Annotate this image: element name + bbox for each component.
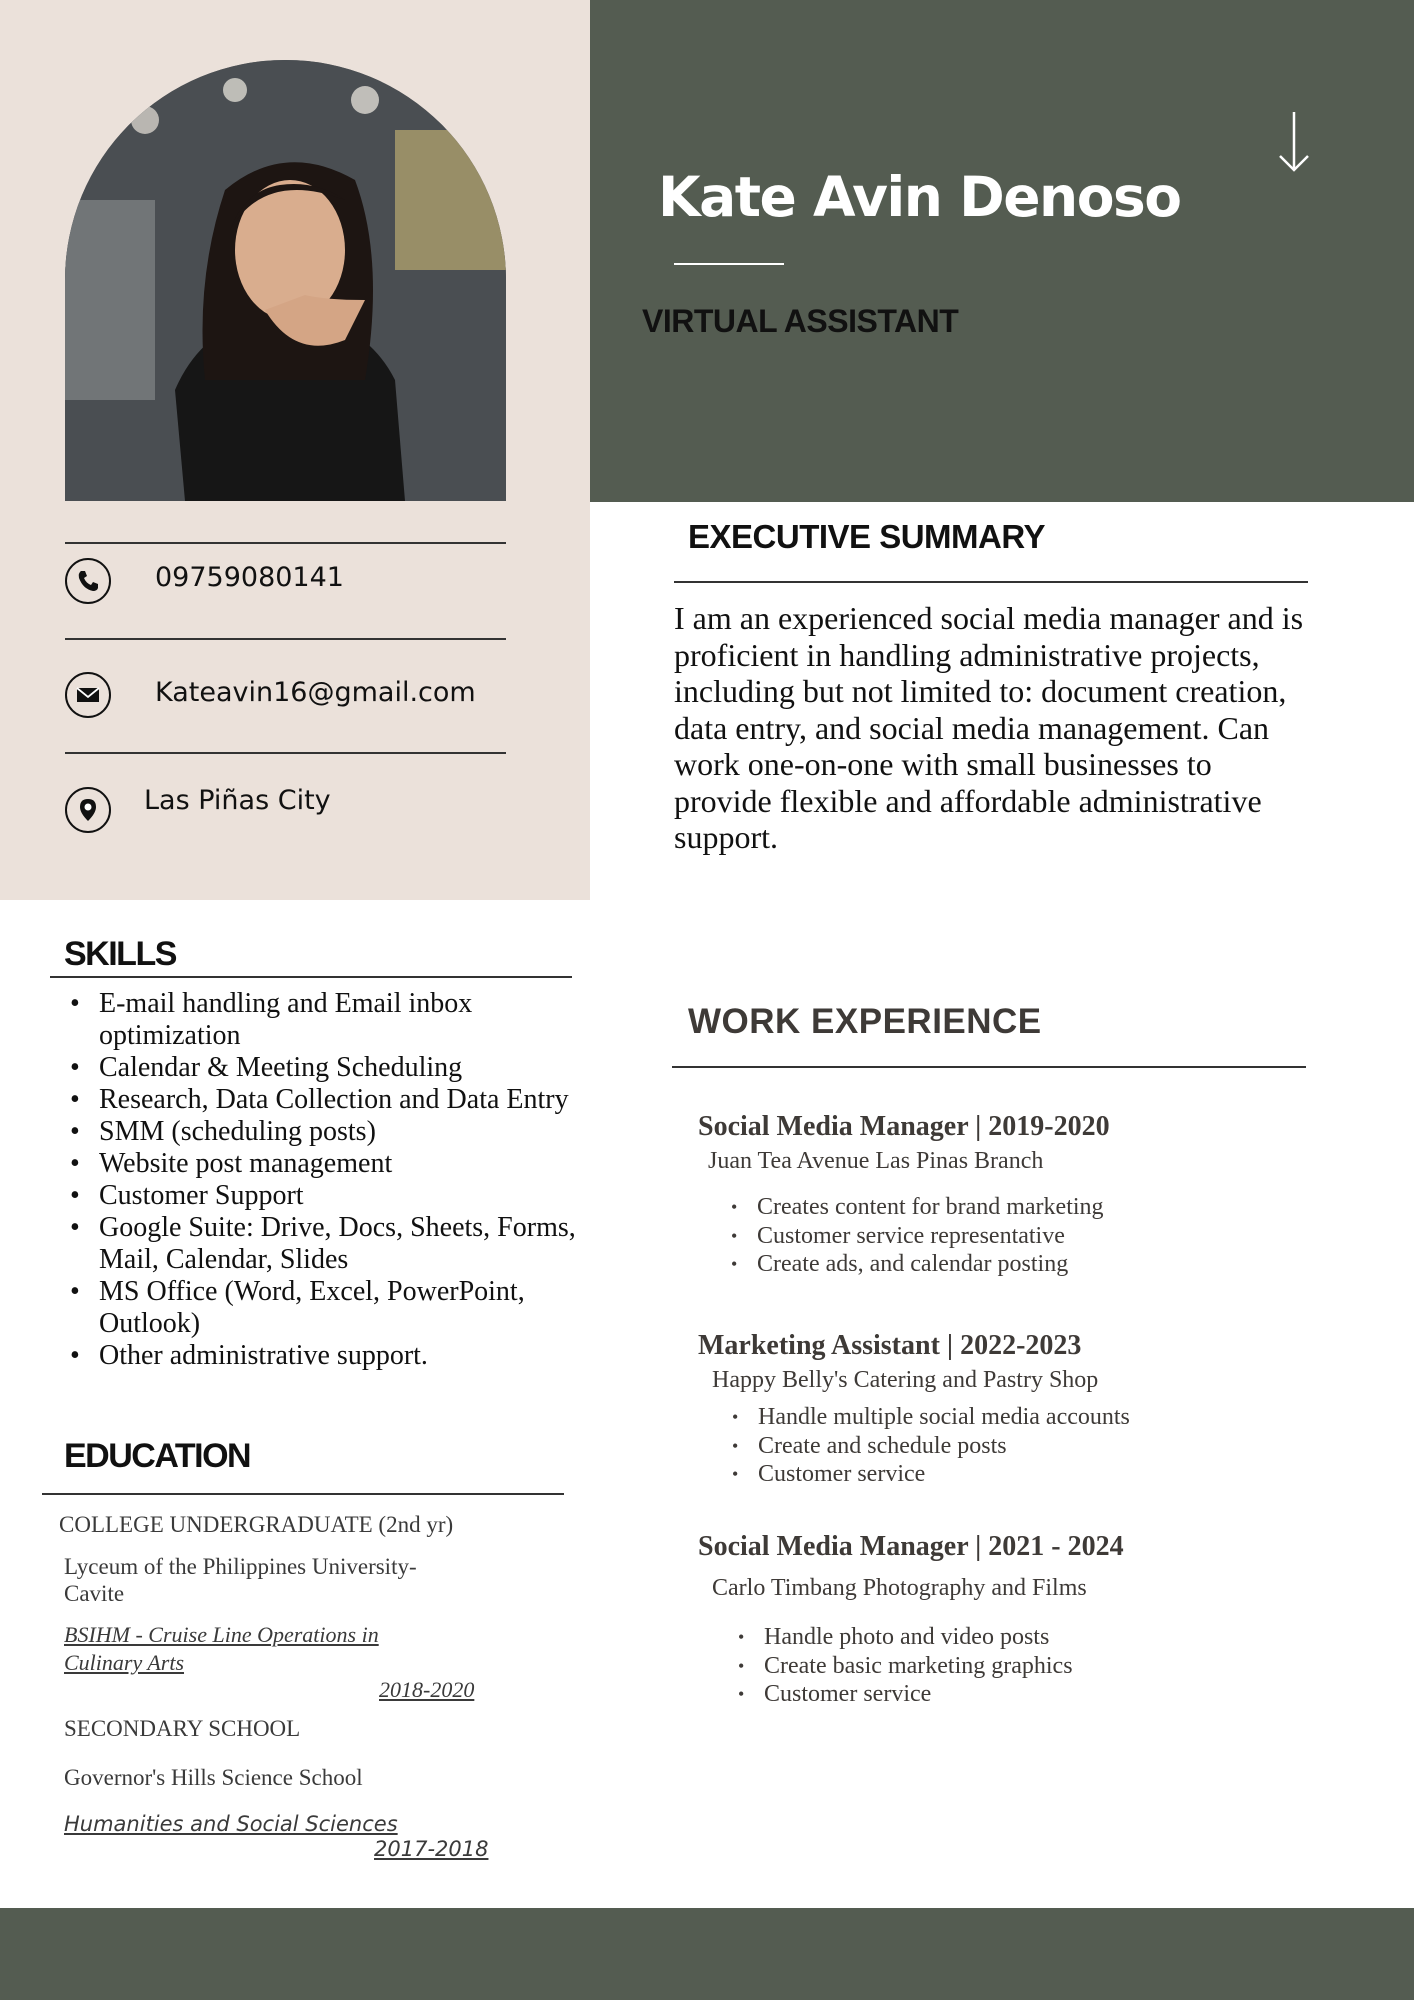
footer-band <box>0 1908 1414 2000</box>
secondary-years: 2017-2018 <box>374 1837 489 1861</box>
divider <box>50 976 572 978</box>
list-item: • Create and schedule posts <box>732 1432 1130 1461</box>
list-item: • SMM (scheduling posts) <box>64 1116 584 1148</box>
job-bullets <box>732 1403 1130 1489</box>
name-underline <box>674 263 784 265</box>
college-school: Lyceum of the Philippines University- <box>64 1554 417 1579</box>
list-item: • Other administrative support. <box>64 1340 584 1372</box>
phone-number: 09759080141 <box>155 562 344 593</box>
divider <box>65 638 506 640</box>
location: Las Piñas City <box>144 785 331 816</box>
job-company: Juan Tea Avenue Las Pinas Branch <box>708 1148 1044 1174</box>
job-heading: Social Media Manager | 2021 - 2024 <box>698 1531 1124 1562</box>
job-bullets <box>731 1193 1104 1279</box>
divider <box>42 1493 564 1495</box>
list-item: • Customer Support <box>64 1180 584 1212</box>
job-bullets <box>738 1623 1073 1709</box>
divider <box>672 1066 1306 1068</box>
list-item: • Creates content for brand marketing <box>731 1193 1104 1222</box>
divider <box>65 752 506 754</box>
divider <box>65 542 506 544</box>
list-item: • Customer service representative <box>731 1222 1104 1251</box>
secondary-strand: Humanities and Social Sciences <box>64 1812 398 1836</box>
arrow-down-icon <box>1272 110 1316 174</box>
profile-photo <box>65 60 506 501</box>
email-icon <box>65 672 111 718</box>
job-title: VIRTUAL ASSISTANT <box>642 303 959 339</box>
skills-list <box>64 988 584 1372</box>
college-level: COLLEGE UNDERGRADUATE (2nd yr) <box>59 1512 454 1537</box>
phone-icon <box>65 558 111 604</box>
college-course: BSIHM - Cruise Line Operations in <box>64 1622 379 1647</box>
list-item: • Create ads, and calendar posting <box>731 1250 1104 1279</box>
secondary-school: Governor's Hills Science School <box>64 1765 363 1790</box>
job-company: Carlo Timbang Photography and Films <box>712 1575 1087 1601</box>
job-company: Happy Belly's Catering and Pastry Shop <box>712 1367 1099 1393</box>
list-item: • Create basic marketing graphics <box>738 1652 1073 1681</box>
summary-heading: EXECUTIVE SUMMARY <box>688 518 1045 555</box>
list-item: • Customer service <box>732 1460 1130 1489</box>
location-pin-icon <box>65 787 111 833</box>
list-item: • Calendar & Meeting Scheduling <box>64 1052 584 1084</box>
list-item: • Handle multiple social media accounts <box>732 1403 1130 1432</box>
divider <box>674 581 1308 583</box>
education-heading: EDUCATION <box>64 1437 251 1475</box>
header-band <box>590 0 1414 502</box>
list-item: • E-mail handling and Email inbox optimization <box>64 988 584 1052</box>
summary-text: I am an experienced social media manager and is proficient in handling administrative projects, including but not limited to: document creation, data entry, and social media management. Can work one-on-one with small businesses to provide flexible and affordable administrative support. <box>674 600 1304 855</box>
list-item: • Handle photo and video posts <box>738 1623 1073 1652</box>
skills-heading: SKILLS <box>64 935 176 973</box>
job-heading: Marketing Assistant | 2022-2023 <box>698 1330 1082 1361</box>
college-school: Cavite <box>64 1581 125 1606</box>
email-address: Kateavin16@gmail.com <box>155 677 476 708</box>
work-heading: WORK EXPERIENCE <box>688 1002 1042 1041</box>
list-item: • MS Office (Word, Excel, PowerPoint, Outlook) <box>64 1276 584 1340</box>
candidate-name: Kate Avin Denoso <box>658 165 1181 229</box>
secondary-level: SECONDARY SCHOOL <box>64 1716 301 1741</box>
job-heading: Social Media Manager | 2019-2020 <box>698 1111 1110 1142</box>
college-course: Culinary Arts <box>64 1650 185 1675</box>
list-item: • Google Suite: Drive, Docs, Sheets, Forms, Mail, Calendar, Slides <box>64 1212 584 1276</box>
college-years: 2018-2020 <box>379 1677 475 1702</box>
list-item: • Website post management <box>64 1148 584 1180</box>
list-item: • Customer service <box>738 1680 1073 1709</box>
list-item: • Research, Data Collection and Data Entry <box>64 1084 584 1116</box>
